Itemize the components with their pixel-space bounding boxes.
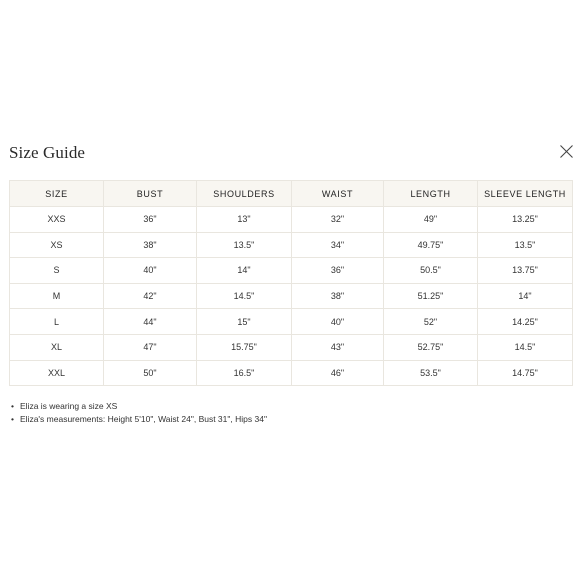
header-bust: BUST	[104, 181, 197, 207]
cell-waist: 43"	[292, 334, 384, 360]
table-row	[10, 334, 573, 360]
header-length: LENGTH	[384, 181, 478, 207]
cell-shoulders: 13"	[197, 207, 292, 233]
cell-shoulders: 13.5"	[197, 232, 292, 258]
header-waist: WAIST	[292, 181, 384, 207]
cell-length: 53.5"	[384, 360, 478, 386]
modal-title: Size Guide	[9, 143, 86, 162]
cell-waist: 34"	[292, 232, 384, 258]
cell-size: L	[10, 309, 104, 335]
cell-sleeve-length: 14.5"	[478, 334, 573, 360]
table-row	[10, 360, 573, 386]
cell-bust: 47"	[104, 334, 197, 360]
cell-sleeve-length: 13.25"	[478, 207, 573, 233]
cell-size: XXS	[10, 207, 104, 233]
size-table-container	[9, 180, 572, 386]
cell-shoulders: 16.5"	[197, 360, 292, 386]
cell-bust: 42"	[104, 283, 197, 309]
close-button[interactable]	[559, 144, 574, 159]
cell-bust: 40"	[104, 258, 197, 284]
cell-bust: 36"	[104, 207, 197, 233]
cell-length: 52.75"	[384, 334, 478, 360]
cell-sleeve-length: 13.5"	[478, 232, 573, 258]
cell-size: M	[10, 283, 104, 309]
table-row	[10, 232, 573, 258]
table-header-row	[10, 181, 573, 207]
cell-bust: 38"	[104, 232, 197, 258]
cell-sleeve-length: 14"	[478, 283, 573, 309]
cell-bust: 44"	[104, 309, 197, 335]
close-icon	[559, 144, 574, 159]
cell-length: 50.5"	[384, 258, 478, 284]
cell-length: 49"	[384, 207, 478, 233]
cell-size: S	[10, 258, 104, 284]
header-sleeve-length: SLEEVE LENGTH	[478, 181, 573, 207]
cell-length: 49.75"	[384, 232, 478, 258]
cell-waist: 38"	[292, 283, 384, 309]
cell-size: XS	[10, 232, 104, 258]
cell-bust: 50"	[104, 360, 197, 386]
cell-waist: 32"	[292, 207, 384, 233]
size-table	[9, 180, 573, 386]
table-row	[10, 258, 573, 284]
cell-length: 52"	[384, 309, 478, 335]
cell-length: 51.25"	[384, 283, 478, 309]
cell-sleeve-length: 14.25"	[478, 309, 573, 335]
table-row	[10, 309, 573, 335]
header-shoulders: SHOULDERS	[197, 181, 292, 207]
table-row	[10, 207, 573, 233]
cell-shoulders: 15.75"	[197, 334, 292, 360]
cell-size: XXL	[10, 360, 104, 386]
list-item	[11, 400, 267, 413]
cell-shoulders: 15"	[197, 309, 292, 335]
table-row	[10, 283, 573, 309]
note-text: Eliza is wearing a size XS	[20, 401, 118, 411]
cell-waist: 40"	[292, 309, 384, 335]
bullet-icon: •	[11, 414, 14, 424]
cell-sleeve-length: 13.75"	[478, 258, 573, 284]
cell-sleeve-length: 14.75"	[478, 360, 573, 386]
note-text: Eliza's measurements: Height 5'10", Waist 24", Bust 31", Hips 34"	[20, 414, 267, 424]
list-item	[11, 413, 267, 426]
cell-size: XL	[10, 334, 104, 360]
cell-waist: 36"	[292, 258, 384, 284]
cell-shoulders: 14"	[197, 258, 292, 284]
cell-shoulders: 14.5"	[197, 283, 292, 309]
header-size: SIZE	[10, 181, 104, 207]
cell-waist: 46"	[292, 360, 384, 386]
model-notes-list	[11, 400, 267, 426]
bullet-icon: •	[11, 401, 14, 411]
